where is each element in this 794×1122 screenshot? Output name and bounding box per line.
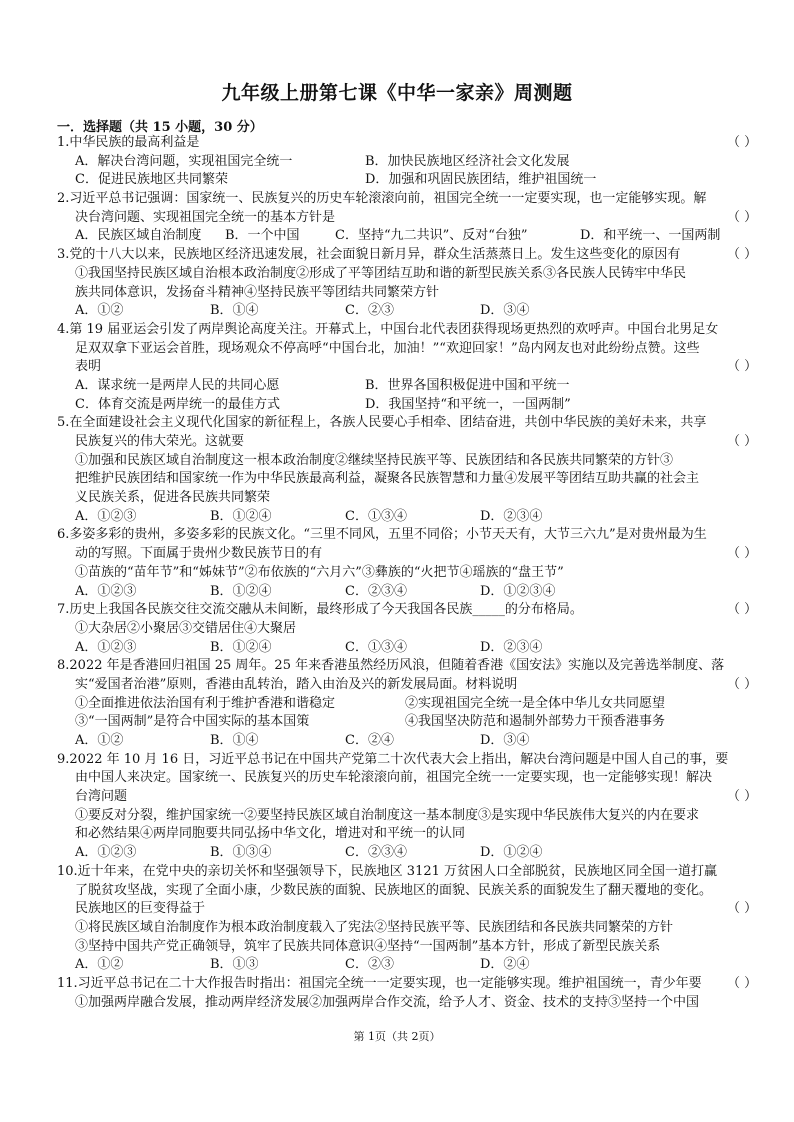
answer-option[interactable]: B．①③④ (210, 845, 272, 861)
question-item (57, 134, 757, 190)
question-stem-line (57, 769, 757, 788)
question-stem-line (57, 676, 757, 695)
exam-title: 九年级上册第七课《中华一家亲》周测题 (221, 82, 573, 104)
question-stem-line (57, 657, 757, 676)
answer-option[interactable]: D．②③④ (480, 508, 543, 524)
answer-option[interactable]: A．①② (75, 733, 124, 748)
statement-line: 把维护民族团结和国家统一作为中华民族最高利益，凝聚各民族智慧和力量④发展平等团结互助共赢的社会主 (75, 471, 700, 487)
answer-option[interactable]: C．②④ (345, 733, 394, 748)
answer-option[interactable]: C．②③ (345, 303, 394, 319)
question-stem-text: 4.第 19 届亚运会引发了两岸舆论高度关注。开幕式上，中国台北代表团获得现场更热烈的欢呼声。中国台北男足女 (57, 321, 719, 337)
answer-parentheses: （ ） (727, 209, 757, 225)
answer-option[interactable]: A．民族区域自治制度 (75, 228, 202, 244)
answer-option[interactable]: A．①②③ (75, 845, 137, 861)
options-row (57, 227, 757, 246)
options-row (57, 583, 757, 602)
statement-option: ③“一国两制”是符合中国实际的基本国策 (75, 714, 310, 730)
answer-option[interactable]: D．①②③④ (480, 583, 556, 599)
question-stem-line (57, 321, 757, 340)
question-stem-line (57, 788, 757, 807)
answer-option[interactable]: B．一个中国 (225, 228, 300, 244)
answer-option[interactable]: B．①②④ (210, 583, 272, 599)
question-item (57, 601, 757, 657)
question-item (57, 657, 757, 750)
answer-option[interactable]: B．①②④ (210, 508, 272, 524)
question-stem-text: 8.2022 年是香港回归祖国 25 周年。25 年来香港虽然经历风浪，但随着香港《国安法》实施以及完善选举制度、落 (57, 658, 725, 674)
answer-option[interactable]: B．加快民族地区经济社会文化发展 (365, 153, 570, 169)
question-stem-text: 7.历史上我国各民族交往交流交融从未间断，最终形成了今天我国各民族_____的分布格局。 (57, 602, 583, 618)
question-stem-text: 民族地区的巨变得益于 (75, 901, 206, 917)
options-row (57, 639, 757, 658)
answer-option[interactable]: C．促进民族地区共同繁荣 (75, 172, 228, 188)
answer-option[interactable]: D．③④ (480, 733, 530, 748)
options-row (57, 302, 757, 321)
question-item (57, 863, 757, 975)
statement-line: 义民族关系，促进各民族共同繁荣 (75, 490, 271, 506)
answer-option[interactable]: D．②③④ (480, 639, 543, 655)
answer-option[interactable]: C．①③④ (345, 639, 407, 655)
answer-parentheses: （ ） (727, 247, 757, 263)
answer-option[interactable]: B．①③ (210, 957, 259, 973)
statement-line: ①加强和民族区域自治制度这一根本政治制度②继续坚持民族平等、民族团结和各民族共同繁荣的方针③ (75, 452, 674, 468)
statement-line: 和必然结果④两岸同胞要共同弘扬中华文化，增进对和平统一的认同 (75, 826, 466, 842)
question-stem-line (57, 340, 757, 359)
question-stem-line (57, 433, 757, 452)
question-stem-text: 民族复兴的伟大荣光。这就要 (75, 434, 245, 449)
question-stem-line (57, 601, 757, 620)
answer-option[interactable]: C．②③ (345, 957, 394, 973)
options-row (57, 844, 757, 863)
question-stem-text: 1.中华民族的最高利益是 (57, 135, 200, 150)
question-stem-text: 台湾问题 (75, 789, 128, 805)
statement-line: 族共同体意识，发扬奋斗精神④坚持民族平等团结共同繁荣方针 (75, 284, 440, 300)
statement-option: ④我国坚决防范和遏制外部势力干预香港事务 (405, 714, 666, 730)
question-item (57, 414, 757, 526)
question-stem-text: 决台湾问题、实现祖国完全统一的基本方针是 (75, 209, 336, 225)
answer-option[interactable]: C．②③④ (345, 583, 407, 599)
answer-option[interactable]: D．③④ (480, 303, 530, 319)
options-row (57, 377, 757, 396)
question-stem-line (57, 900, 757, 919)
statement-line: ①要反对分裂，维护国家统一②要坚持民族区域自治制度这一基本制度③是实现中华民族伟大复兴的内在要求 (75, 807, 700, 823)
question-stem-text: 表明 (75, 359, 102, 375)
statement-row (57, 713, 757, 732)
options-row (57, 956, 757, 975)
question-stem-text: 足双双拿下亚运会首胜，现场观众不停高呼“中国台北，加油！”“欢迎回家！”岛内网友也对此纷纷点赞。这些 (75, 340, 700, 356)
answer-option[interactable]: B．①④ (210, 733, 259, 748)
question-item (57, 975, 757, 1012)
question-stem-text: 9.2022 年 10 月 16 日，习近平总书记在中国共产党第二十次代表大会上指出，解决台湾问题是中国人自己的事，要 (57, 751, 729, 767)
statement-line: ①我国坚持民族区域自治根本政治制度②形成了平等团结互助和谐的新型民族关系③各民族人民铸牢中华民 (75, 265, 687, 281)
statement-option: ②实现祖国完全统一是全体中华儿女共同愿望 (405, 695, 666, 711)
statement-line: ①苗族的“苗年节”和“姊妹节”②布依族的“六月六”③彝族的“火把节④瑶族的“盘王节” (75, 564, 564, 580)
question-stem-line (57, 526, 757, 545)
statement-row (57, 695, 757, 714)
question-stem-line (57, 358, 757, 377)
statement-option: ①全面推进依法治国有利于维护香港和谐稳定 (75, 695, 336, 711)
answer-option[interactable]: A．解决台湾问题，实现祖国完全统一 (75, 153, 293, 169)
question-stem-text: 由中国人来决定。国家统一、民族复兴的历史车轮滚滚向前，祖国完全统一一定要实现，也一定能够实现！解决 (75, 770, 713, 786)
question-stem-line (57, 209, 757, 228)
answer-parentheses: （ ） (727, 676, 757, 692)
answer-parentheses: （ ） (727, 135, 757, 150)
question-stem-line (57, 751, 757, 770)
question-stem-text: 5.在全面建设社会主义现代化国家的新征程上，各族人民要心手相牵、团结奋进，共创中华民族的美好未来，共享 (57, 415, 707, 431)
page-footer: 第 1页（共 2页） (353, 1030, 441, 1043)
answer-option[interactable]: B．①②④ (210, 639, 272, 655)
answer-option[interactable]: A．①②③ (75, 639, 137, 655)
question-stem-text: 10.近十年来，在党中央的亲切关怀和坚强领导下，民族地区 3121 万贫困人口全部脱贫，民族地区同全国一道打赢 (57, 863, 718, 879)
statement-line: ③坚持中国共产党正确领导，筑牢了民族共同体意识④坚持“一国两制”基本方针，形成了新型民族关系 (75, 938, 661, 954)
question-stem-line (57, 882, 757, 901)
answer-option[interactable]: B．①④ (210, 303, 259, 319)
question-stem-line (57, 863, 757, 882)
options-row (57, 153, 757, 172)
question-stem-line (57, 190, 757, 209)
answer-parentheses: （ ） (727, 602, 757, 618)
question-stem-text: 2.习近平总书记强调：国家统一、民族复兴的历史车轮滚滚向前，祖国完全统一一定要实现，也一定能够实现。解 (57, 191, 707, 207)
question-stem-text: 了脱贫攻坚战，实现了全面小康，少数民族的面貌、民族地区的面貌、民族关系的面貌发生了翻天覆地的变化。 (75, 882, 713, 898)
answer-option[interactable]: D．和平统一、一国两制 (580, 228, 721, 244)
section-heading: 一．选择题（共 15 小题，30 分） (57, 120, 263, 135)
answer-option[interactable]: A．谋求统一是两岸人民的共同心愿 (75, 377, 280, 393)
question-stem-text: 11.习近平总书记在二十大作报告时指出：祖国完全统一一定要实现，也一定能够实现。维护祖国统一，青少年要 (57, 975, 702, 991)
answer-option[interactable]: A．①② (75, 303, 124, 319)
answer-option[interactable]: A．①②③ (75, 508, 137, 524)
answer-parentheses: （ ） (727, 975, 757, 991)
question-stem-line (57, 975, 757, 994)
statement-line: ①将民族区域自治制度作为根本政治制度载入了宪法②坚持民族平等、民族团结和各民族共同繁荣的方针 (75, 919, 674, 935)
answer-parentheses: （ ） (727, 546, 757, 562)
answer-parentheses: （ ） (727, 359, 757, 375)
answer-option[interactable]: D．②④ (480, 957, 530, 973)
question-item (57, 321, 757, 414)
answer-parentheses: （ ） (727, 434, 757, 449)
options-row (57, 508, 757, 527)
question-item (57, 190, 757, 246)
answer-parentheses: （ ） (727, 901, 757, 917)
answer-option[interactable]: D．①②④ (480, 845, 543, 861)
answer-parentheses: （ ） (727, 789, 757, 805)
options-row (57, 171, 757, 190)
question-stem-text: 实“爱国者治港”原则，香港由乱转治，踏入由治及兴的新发展局面。材料说明 (75, 676, 518, 692)
question-stem-text: 3.党的十八大以来，民族地区经济迅速发展，社会面貌日新月异，群众生活蒸蒸日上。发生这些变化的原因有 (57, 247, 681, 263)
answer-option[interactable]: C．体育交流是两岸统一的最佳方式 (75, 396, 280, 412)
question-stem-text: 6.多姿多彩的贵州，多姿多彩的民族文化。“三里不同风，五里不同俗；小节天天有，大节三六九”是对贵州最为生 (57, 527, 707, 543)
answer-option[interactable]: C．①③④ (345, 508, 407, 524)
question-item (57, 526, 757, 601)
answer-option[interactable]: A．①②③ (75, 583, 137, 599)
statement-line: ①加强两岸融合发展，推动两岸经济发展②加强两岸合作交流，给予人才、资金、技术的支持③坚持一个中国 (75, 994, 700, 1010)
question-stem-line (57, 134, 757, 153)
question-item (57, 751, 757, 863)
question-stem-line (57, 246, 757, 265)
question-item (57, 246, 757, 321)
options-row (57, 396, 757, 415)
question-list (57, 134, 757, 1012)
statement-line: ①大杂居②小聚居③交错居住④大聚居 (75, 620, 297, 636)
options-row (57, 732, 757, 751)
answer-option[interactable]: C．②③④ (345, 845, 407, 861)
answer-option[interactable]: A．①② (75, 957, 124, 973)
answer-option[interactable]: B．世界各国积极促进中国和平统一 (365, 377, 570, 393)
answer-option[interactable]: C．坚持“九二共识”、反对“台独” (335, 228, 528, 244)
answer-option[interactable]: D．加强和巩固民族团结，维护祖国统一 (365, 172, 597, 188)
question-stem-line (57, 545, 757, 564)
question-stem-text: 动的写照。下面属于贵州少数民族节日的有 (75, 546, 323, 562)
question-stem-line (57, 414, 757, 433)
answer-option[interactable]: D．我国坚持“和平统一，一国两制” (365, 396, 571, 412)
